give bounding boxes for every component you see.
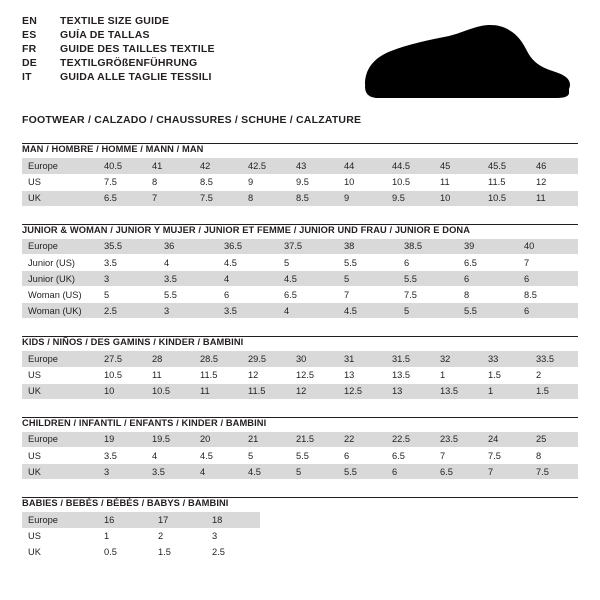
- cell: 4: [194, 464, 242, 480]
- row-label: Europe: [22, 351, 98, 367]
- cell: 11.5: [482, 174, 530, 190]
- cell: 30: [290, 351, 338, 367]
- cell: 8: [458, 287, 518, 303]
- cell: 1: [482, 383, 530, 399]
- category-title: FOOTWEAR / CALZADO / CHAUSSURES / SCHUHE / CALZATURE: [22, 114, 362, 126]
- cell: 5.5: [338, 464, 386, 480]
- cell: 8: [242, 190, 290, 206]
- cell: 6: [518, 271, 578, 287]
- table-row: [22, 544, 260, 560]
- size-block-children: [22, 417, 578, 481]
- block-title: BABIES / BEBÉS / BÉBÉS / BABYS / BAMBINI: [22, 498, 229, 508]
- language-row: [22, 58, 215, 72]
- size-block-kids: [22, 336, 578, 400]
- cell: 2: [152, 528, 206, 544]
- cell: 8.5: [194, 174, 242, 190]
- block-title: MAN / HOMBRE / HOMME / MANN / MAN: [22, 144, 204, 154]
- cell: 12: [530, 174, 578, 190]
- table-row: [22, 367, 578, 383]
- cell: 40.5: [98, 158, 146, 174]
- cell: 11: [194, 383, 242, 399]
- row-label: Woman (US): [22, 287, 98, 303]
- table-row: [22, 512, 260, 528]
- table-row: [22, 303, 578, 319]
- cell: 11: [146, 367, 194, 383]
- cell: 42: [194, 158, 242, 174]
- cell: 10.5: [482, 190, 530, 206]
- cell: 20: [194, 432, 242, 448]
- cell: 44: [338, 158, 386, 174]
- size-table-children: [22, 432, 578, 481]
- row-label: US: [22, 448, 98, 464]
- cell: 5: [98, 287, 158, 303]
- cell: 12.5: [290, 367, 338, 383]
- block-title: CHILDREN / INFANTIL / ENFANTS / KINDER / BAMBINI: [22, 417, 267, 428]
- cell: 3.5: [98, 448, 146, 464]
- cell: 11.5: [194, 367, 242, 383]
- cell: 38: [338, 239, 398, 255]
- cell: 9.5: [386, 190, 434, 206]
- table-row: [22, 190, 578, 206]
- cell: 1.5: [152, 544, 206, 560]
- cell: 2: [530, 367, 578, 383]
- cell: 3.5: [146, 464, 194, 480]
- cell: 3: [158, 303, 218, 319]
- cell: 6: [386, 464, 434, 480]
- cell: 3: [98, 271, 158, 287]
- language-title: GUIDA ALLE TAGLIE TESSILI: [60, 71, 212, 83]
- cell: 7: [518, 255, 578, 271]
- language-code: ES: [22, 29, 37, 41]
- row-label: Junior (UK): [22, 271, 98, 287]
- cell: 5: [278, 255, 338, 271]
- cell: 17: [152, 512, 206, 528]
- language-row: [22, 72, 215, 86]
- table-row: [22, 464, 578, 480]
- cell: 7.5: [194, 190, 242, 206]
- row-label: Junior (US): [22, 255, 98, 271]
- cell: 5: [398, 303, 458, 319]
- cell: 37.5: [278, 239, 338, 255]
- cell: 6.5: [458, 255, 518, 271]
- cell: 4.5: [218, 255, 278, 271]
- row-label: Europe: [22, 239, 98, 255]
- cell: 3: [98, 464, 146, 480]
- cell: 29.5: [242, 351, 290, 367]
- cell: 45: [434, 158, 482, 174]
- row-label: Woman (UK): [22, 303, 98, 319]
- cell: 10.5: [146, 383, 194, 399]
- cell: 39: [458, 239, 518, 255]
- cell: 5.5: [338, 255, 398, 271]
- table-row: [22, 432, 578, 448]
- cell: 9: [338, 190, 386, 206]
- size-table-man: [22, 158, 578, 207]
- row-label: UK: [22, 190, 98, 206]
- cell: 1: [434, 367, 482, 383]
- cell: 7.5: [482, 448, 530, 464]
- table-row: [22, 271, 578, 287]
- cell: 2.5: [98, 303, 158, 319]
- block-title: KIDS / NIÑOS / DES GAMINS / KINDER / BAMBINI: [22, 337, 244, 347]
- row-label: US: [22, 367, 98, 383]
- cell: 1.5: [482, 367, 530, 383]
- language-row: [22, 16, 215, 30]
- row-label: US: [22, 174, 98, 190]
- cell: 44.5: [386, 158, 434, 174]
- cell: 5: [338, 271, 398, 287]
- cell: 4: [218, 271, 278, 287]
- row-label: Europe: [22, 158, 98, 174]
- cell: 4: [158, 255, 218, 271]
- cell: 10: [434, 190, 482, 206]
- language-row: [22, 30, 215, 44]
- cell: 28.5: [194, 351, 242, 367]
- cell: 4.5: [194, 448, 242, 464]
- cell: 4.5: [242, 464, 290, 480]
- size-table-babies: [22, 512, 260, 561]
- cell: 5.5: [158, 287, 218, 303]
- cell: 43: [290, 158, 338, 174]
- cell: 31: [338, 351, 386, 367]
- row-label: UK: [22, 544, 98, 560]
- language-code: IT: [22, 71, 32, 83]
- language-code: EN: [22, 15, 37, 27]
- cell: 6: [218, 287, 278, 303]
- cell: 35.5: [98, 239, 158, 255]
- cell: 5.5: [458, 303, 518, 319]
- cell: 6: [518, 303, 578, 319]
- cell: 8.5: [518, 287, 578, 303]
- cell: 3.5: [158, 271, 218, 287]
- cell: 3: [206, 528, 260, 544]
- cell: 10: [338, 174, 386, 190]
- cell: 45.5: [482, 158, 530, 174]
- cell: 11: [530, 190, 578, 206]
- table-row: [22, 528, 260, 544]
- cell: 7: [146, 190, 194, 206]
- cell: 7: [434, 448, 482, 464]
- cell: 12: [290, 383, 338, 399]
- cell: 25: [530, 432, 578, 448]
- cell: 7: [338, 287, 398, 303]
- cell: 36: [158, 239, 218, 255]
- cell: 6.5: [434, 464, 482, 480]
- cell: 42.5: [242, 158, 290, 174]
- cell: 11: [434, 174, 482, 190]
- size-block-babies: [22, 497, 578, 561]
- cell: 5: [290, 464, 338, 480]
- cell: 46: [530, 158, 578, 174]
- cell: 2.5: [206, 544, 260, 560]
- cell: 12.5: [338, 383, 386, 399]
- size-table-kids: [22, 351, 578, 400]
- cell: 24: [482, 432, 530, 448]
- cell: 5.5: [398, 271, 458, 287]
- language-code: FR: [22, 43, 37, 55]
- cell: 7.5: [98, 174, 146, 190]
- cell: 5: [242, 448, 290, 464]
- cell: 21.5: [290, 432, 338, 448]
- cell: 6: [398, 255, 458, 271]
- cell: 8: [146, 174, 194, 190]
- table-row: [22, 448, 578, 464]
- cell: 32: [434, 351, 482, 367]
- cell: 19.5: [146, 432, 194, 448]
- table-row: [22, 287, 578, 303]
- cell: 5.5: [290, 448, 338, 464]
- cell: 7.5: [530, 464, 578, 480]
- cell: 10: [98, 383, 146, 399]
- row-label: UK: [22, 383, 98, 399]
- cell: 8: [530, 448, 578, 464]
- cell: 36.5: [218, 239, 278, 255]
- cell: 22: [338, 432, 386, 448]
- cell: 1: [98, 528, 152, 544]
- cell: 4.5: [278, 271, 338, 287]
- cell: 6.5: [98, 190, 146, 206]
- cell: 8.5: [290, 190, 338, 206]
- cell: 4: [146, 448, 194, 464]
- size-table-junior-woman: [22, 239, 578, 320]
- language-title: GUÍA DE TALLAS: [60, 29, 150, 41]
- row-label: Europe: [22, 432, 98, 448]
- cell: 6.5: [386, 448, 434, 464]
- cell: 33.5: [530, 351, 578, 367]
- cell: 13: [338, 367, 386, 383]
- cell: 9.5: [290, 174, 338, 190]
- language-title: TEXTILE SIZE GUIDE: [60, 15, 170, 27]
- cell: 31.5: [386, 351, 434, 367]
- cell: 13.5: [386, 367, 434, 383]
- cell: 3.5: [218, 303, 278, 319]
- cell: 33: [482, 351, 530, 367]
- cell: 6: [458, 271, 518, 287]
- language-code: DE: [22, 57, 37, 69]
- cell: 4.5: [338, 303, 398, 319]
- cell: 40: [518, 239, 578, 255]
- cell: 11.5: [242, 383, 290, 399]
- size-block-junior-woman: [22, 224, 578, 320]
- cell: 7.5: [398, 287, 458, 303]
- cell: 7: [482, 464, 530, 480]
- table-row: [22, 351, 578, 367]
- cell: 10.5: [98, 367, 146, 383]
- cell: 3.5: [98, 255, 158, 271]
- cell: 13: [386, 383, 434, 399]
- table-row: [22, 255, 578, 271]
- table-row: [22, 383, 578, 399]
- cell: 10.5: [386, 174, 434, 190]
- block-title: JUNIOR & WOMAN / JUNIOR Y MUJER / JUNIOR ET FEMME / JUNIOR UND FRAU / JUNIOR E DONA: [22, 224, 471, 235]
- language-title: GUIDE DES TAILLES TEXTILE: [60, 43, 215, 55]
- language-title-list: [22, 16, 215, 86]
- cell: 19: [98, 432, 146, 448]
- cell: 0.5: [98, 544, 152, 560]
- page-bottom-spacer: [22, 561, 578, 569]
- row-label: US: [22, 528, 98, 544]
- cell: 22.5: [386, 432, 434, 448]
- size-block-man: [22, 143, 578, 207]
- cell: 27.5: [98, 351, 146, 367]
- row-label: Europe: [22, 512, 98, 528]
- cell: 41: [146, 158, 194, 174]
- table-row: [22, 174, 578, 190]
- cell: 23.5: [434, 432, 482, 448]
- cell: 38.5: [398, 239, 458, 255]
- cell: 13.5: [434, 383, 482, 399]
- cell: 21: [242, 432, 290, 448]
- cell: 28: [146, 351, 194, 367]
- cell: 18: [206, 512, 260, 528]
- cell: 6: [338, 448, 386, 464]
- cell: 6.5: [278, 287, 338, 303]
- cell: 1.5: [530, 383, 578, 399]
- cell: 9: [242, 174, 290, 190]
- language-row: [22, 44, 215, 58]
- table-row: [22, 158, 578, 174]
- table-row: [22, 239, 578, 255]
- cell: 12: [242, 367, 290, 383]
- row-label: UK: [22, 464, 98, 480]
- cell: 4: [278, 303, 338, 319]
- language-title: TEXTILGRÖßENFÜHRUNG: [60, 57, 198, 69]
- document-header: [22, 16, 578, 108]
- shoe-icon: [357, 24, 572, 110]
- cell: 16: [98, 512, 152, 528]
